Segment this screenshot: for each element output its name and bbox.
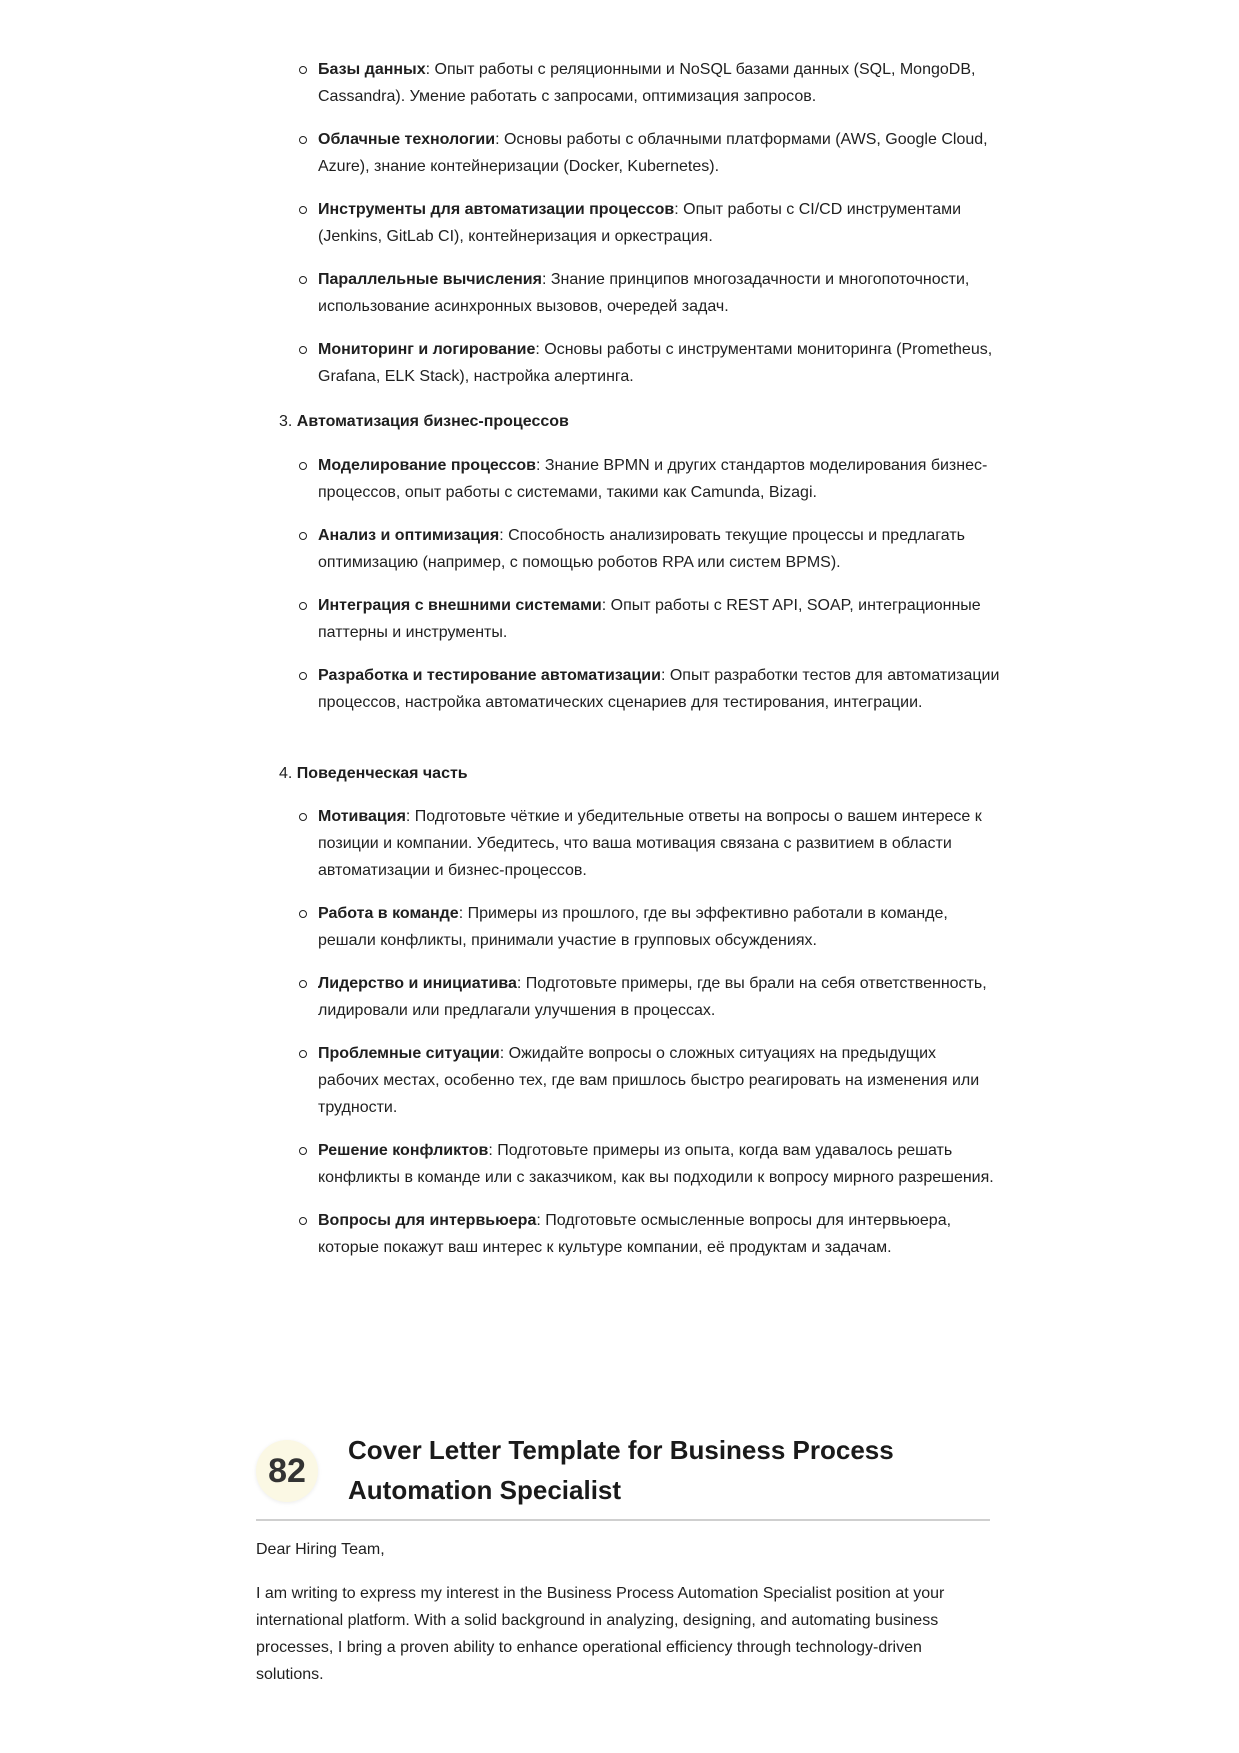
list-item: [318, 56, 1000, 110]
list-item: [318, 336, 1000, 390]
list-item-term: Мониторинг и логирование: [318, 341, 536, 358]
bullet-icon: [299, 276, 307, 284]
list-item-text: : Подготовьте осмысленные вопросы для интервьюера, которые покажут ваш интерес к культуре компании, её продуктам и задачам.: [318, 1212, 952, 1256]
bullet-icon: [299, 602, 307, 610]
letter-greeting: Dear Hiring Team,: [256, 1541, 385, 1558]
section-divider: [256, 1519, 990, 1521]
list-item: [318, 522, 1000, 576]
list-item: [318, 900, 1000, 954]
list-item-text: : Ожидайте вопросы о сложных ситуациях на предыдущих рабочих местах, особенно тех, где вам пришлось быстро реагировать на изменения или трудности.: [318, 1045, 980, 1116]
bullet-icon: [299, 346, 307, 354]
list-item-term: Интеграция с внешними системами: [318, 597, 602, 614]
heading-number: 4.: [279, 765, 293, 782]
bullet-icon: [299, 66, 307, 74]
letter-paragraph: I am writing to express my interest in the Business Process Automation Specialist position at your international platform. With a solid background in analyzing, designing, and automating business processes, I bring a proven ability to enhance operational efficiency through technology-driven solutions.: [256, 1585, 945, 1683]
list-item: [318, 803, 1000, 884]
list-item: [318, 662, 1000, 716]
bullet-icon: [299, 980, 307, 988]
bullet-icon: [299, 813, 307, 821]
numbered-heading-3: [279, 408, 569, 435]
list-item-text: : Примеры из прошлого, где вы эффективно работали в команде, решали конфликты, принимали участие в групповых обсуждениях.: [318, 905, 948, 949]
list-item-term: Базы данных: [318, 61, 426, 78]
list-item-text: : Опыт работы с реляционными и NoSQL базами данных (SQL, MongoDB, Cassandra). Умение работать с запросами, оптимизация запросов.: [318, 61, 976, 105]
list-item-text: : Знание принципов многозадачности и многопоточности, использование асинхронных вызовов, очередей задач.: [318, 271, 970, 315]
list-item: [318, 1137, 1000, 1191]
list-item-text: : Подготовьте примеры, где вы брали на себя ответственность, лидировали или предлагали улучшения в процессах.: [318, 975, 987, 1019]
bullet-list-behavioral: [318, 803, 1000, 1261]
list-item-text: : Опыт разработки тестов для автоматизации процессов, настройка автоматических сценариев для тестирования, интеграции.: [318, 667, 1000, 711]
list-item: [318, 196, 1000, 250]
list-item: [318, 592, 1000, 646]
bullet-icon: [299, 462, 307, 470]
bullet-list-technical: [318, 56, 1000, 390]
list-item-term: Разработка и тестирование автоматизации: [318, 667, 661, 684]
list-item-text: : Основы работы с облачными платформами (AWS, Google Cloud, Azure), знание контейнеризации (Docker, Kubernetes).: [318, 131, 988, 175]
list-item: [318, 266, 1000, 320]
heading-title: Поведенческая часть: [296, 765, 468, 782]
bullet-icon: [299, 206, 307, 214]
section-header: [256, 1430, 990, 1520]
heading-number: 3.: [279, 413, 293, 430]
bullet-icon: [299, 910, 307, 918]
list-item: [318, 1207, 1000, 1261]
list-item-term: Анализ и оптимизация: [318, 527, 500, 544]
bullet-list-automation: [318, 452, 1000, 716]
list-item-text: : Способность анализировать текущие процессы и предлагать оптимизацию (например, с помощью роботов RPA или систем BPMS).: [318, 527, 965, 571]
bullet-icon: [299, 1217, 307, 1225]
list-item-term: Работа в команде: [318, 905, 459, 922]
list-item-text: : Основы работы с инструментами мониторинга (Prometheus, Grafana, ELK Stack), настройка алертинга.: [318, 341, 993, 385]
bullet-icon: [299, 1147, 307, 1155]
section-number-badge: 82: [256, 1440, 318, 1502]
list-item-term: Проблемные ситуации: [318, 1045, 500, 1062]
list-item-term: Решение конфликтов: [318, 1142, 489, 1159]
list-item-term: Вопросы для интервьюера: [318, 1212, 537, 1229]
bullet-icon: [299, 532, 307, 540]
list-item-term: Параллельные вычисления: [318, 271, 542, 288]
bullet-icon: [299, 1050, 307, 1058]
list-item: [318, 1040, 1000, 1121]
list-item-text: : Подготовьте чёткие и убедительные ответы на вопросы о вашем интересе к позиции и компании. Убедитесь, что ваша мотивация связана с развитием в области автоматизации и бизнес-процессов.: [318, 808, 982, 879]
list-item-term: Мотивация: [318, 808, 406, 825]
bullet-icon: [299, 672, 307, 680]
numbered-heading-4: [279, 760, 468, 787]
list-item-text: : Подготовьте примеры из опыта, когда вам удавалось решать конфликты в команде или с заказчиком, как вы подходили к вопросу мирного разрешения.: [318, 1142, 994, 1186]
list-item: [318, 970, 1000, 1024]
list-item-term: Облачные технологии: [318, 131, 496, 148]
list-item-text: : Опыт работы с CI/CD инструментами (Jenkins, GitLab CI), контейнеризация и оркестрация.: [318, 201, 962, 245]
list-item-text: : Знание BPMN и других стандартов моделирования бизнес-процессов, опыт работы с системами, такими как Camunda, Bizagi.: [318, 457, 988, 501]
heading-title: Автоматизация бизнес-процессов: [296, 413, 569, 430]
list-item-term: Инструменты для автоматизации процессов: [318, 201, 675, 218]
list-item-text: : Опыт работы с REST API, SOAP, интеграционные паттерны и инструменты.: [318, 597, 981, 641]
section-title: Cover Letter Template for Business Process Automation Specialist: [348, 1435, 894, 1505]
bullet-icon: [299, 136, 307, 144]
list-item: [318, 452, 1000, 506]
list-item-term: Лидерство и инициатива: [318, 975, 517, 992]
list-item-term: Моделирование процессов: [318, 457, 536, 474]
list-item: [318, 126, 1000, 180]
